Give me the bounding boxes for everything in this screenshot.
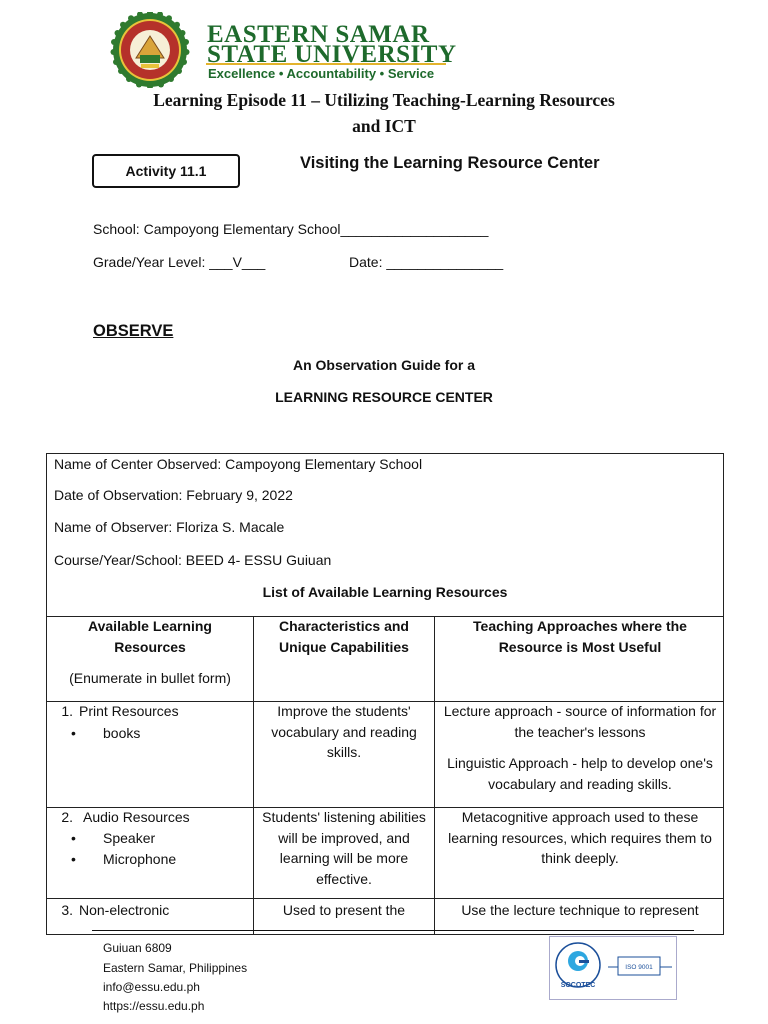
university-motto: Excellence • Accountability • Service (206, 63, 446, 82)
list-item (47, 807, 253, 828)
header-teaching-approaches: Teaching Approaches where the Resource is Most Useful (473, 618, 687, 655)
print-approach-lecture: Lecture approach - source of information for the teacher's lessons (443, 703, 717, 740)
footer-email: info@essu.edu.ph (103, 980, 200, 994)
column-divider (253, 616, 254, 935)
list-item: • Microphone (47, 849, 253, 870)
header-available-resources: Available Learning Resources (88, 618, 212, 655)
print-characteristics: Improve the students' vocabulary and reading skills. (271, 703, 417, 760)
date-of-observation: Date of Observation: February 9, 2022 (54, 487, 293, 503)
center-observed: Name of Center Observed: Campoyong Elementary School (54, 456, 423, 472)
grade-field: Grade/Year Level: ___V___ (93, 254, 266, 270)
print-approach-linguistic: Linguistic Approach - help to develop one's vocabulary and reading skills. (447, 755, 713, 792)
item-number: 3. (61, 902, 73, 918)
audio-approach: Metacognitive approach used to these learning resources, which requires them to think deeply. (448, 809, 712, 866)
episode-title-line2: and ICT (352, 116, 416, 136)
header-characteristics: Characteristics and Unique Capabilities (279, 618, 409, 655)
footer-website: https://essu.edu.ph (103, 999, 205, 1013)
episode-title-line1: Learning Episode 11 – Utilizing Teaching-Learning Resources (153, 90, 615, 110)
item-number: 2. (61, 809, 73, 825)
item-title: Print Resources (79, 703, 179, 719)
university-name-line2: STATE UNIVERSITY (207, 41, 457, 68)
cert-brand-text: SOCOTEC (560, 982, 596, 989)
item-number: 1. (61, 703, 73, 719)
observe-heading: OBSERVE (93, 322, 174, 340)
cert-iso-text: ISO 9001 (625, 964, 653, 971)
table-divider (47, 898, 723, 899)
university-name-line1: EASTERN SAMAR (207, 21, 430, 48)
header-enumerate-note: (Enumerate in bullet form) (69, 670, 231, 686)
item-title: Non-electronic (79, 902, 170, 918)
guide-title-line2: LEARNING RESOURCE CENTER (275, 389, 493, 405)
item-bullet: Speaker (103, 829, 156, 846)
row-print-resources (47, 701, 253, 743)
item-bullet: books (103, 724, 141, 741)
row-non-electronic (47, 900, 253, 921)
footer-divider (92, 930, 694, 931)
observation-table (46, 453, 724, 935)
list-item: • books (47, 723, 253, 744)
list-item (47, 900, 253, 921)
footer-address-line1: Guiuan 6809 (103, 941, 172, 955)
list-item (47, 701, 253, 722)
non-electronic-characteristics: Used to present the (282, 902, 406, 918)
course-year-school: Course/Year/School: BEED 4- ESSU Guiuan (54, 552, 332, 568)
list-title: List of Available Learning Resources (262, 584, 508, 600)
university-seal-logo (100, 12, 200, 88)
iso-certification-badge (549, 936, 677, 1000)
activity-label-box: Activity 11.1 (92, 154, 240, 188)
name-of-observer: Name of Observer: Floriza S. Macale (54, 519, 285, 535)
list-item: • Speaker (47, 828, 253, 849)
row-audio-resources (47, 807, 253, 870)
column-divider (434, 616, 435, 935)
item-bullet: Microphone (103, 851, 177, 867)
item-title: Audio Resources (83, 809, 190, 825)
audio-characteristics: Students' listening abilities will be improved, and learning will be more effective. (262, 809, 426, 887)
guide-title-line1: An Observation Guide for a (292, 357, 476, 373)
activity-title: Visiting the Learning Resource Center (300, 154, 600, 172)
non-electronic-approach: Use the lecture technique to represent (461, 902, 699, 918)
date-field: Date: _______________ (349, 254, 504, 270)
school-field: School: Campoyong Elementary School___________________ (93, 221, 489, 237)
footer-address-line2: Eastern Samar, Philippines (103, 961, 248, 975)
